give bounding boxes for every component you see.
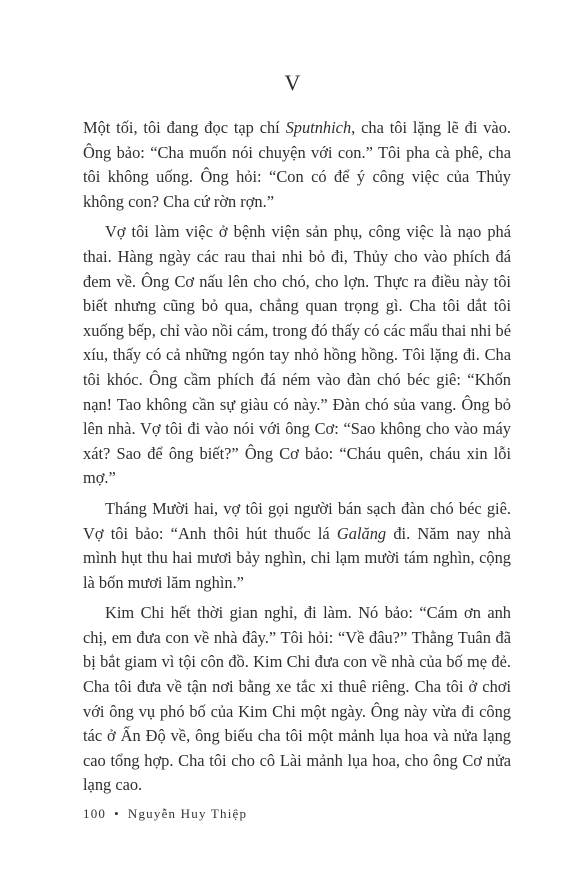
page-footer	[83, 806, 247, 822]
footer-separator: •	[114, 806, 120, 821]
magazine-title: Sputnhich	[285, 118, 352, 137]
chapter-body	[83, 116, 511, 804]
paragraph-1	[83, 116, 511, 214]
text-run: Một tối, tôi đang đọc tạp chí	[83, 118, 286, 137]
paragraph-4	[83, 601, 511, 798]
text-run: , cha tôi lặng lẽ đi vào. Ông bảo: “Cha muốn nói chuyện với con.” Tôi pha cà phê, cha tôi không uống. Ông hỏi: “Con có để ý công việc của Thủy không con? Cha cứ rờn rợn.”	[83, 118, 511, 211]
text-run: Vợ tôi làm việc ở bệnh viện sản phụ, công việc là nạo phá thai. Hàng ngày các rau thai nhi bỏ đi, Thủy cho vào phích đá đem về. Ông Cơ nấu lên cho chó, cho lợn. Thực ra điều này tôi biết nhưng cũng bỏ qua, chẳng quan trọng gì. Cha tôi dắt tôi xuống bếp, chỉ vào nồi cám, trong đó thấy có các mẩu thai nhi bé xíu, thấy có cả những ngón tay nhỏ hồng hồng. Tôi lặng đi. Cha tôi khóc. Ông cầm phích đá ném vào đàn chó béc giê: “Khốn nạn! Tao không cần sự giàu có này.” Đàn chó sủa vang. Ông bỏ lên nhà. Vợ tôi đi vào nói với ông Cơ: “Sao không cho vào máy xát? Sao để ông biết?” Ông Cơ bảo: “Cháu quên, cháu xin lỗi mợ.”	[83, 222, 511, 488]
text-run: Tháng Mười hai, vợ tôi gọi người bán sạch đàn chó béc giê. Vợ tôi bảo: “Anh thôi hút thuốc lá	[83, 498, 511, 543]
text-run: Kim Chi hết thời gian nghỉ, đi làm. Nó bảo: “Cám ơn anh chị, em đưa con về nhà đây.” Tôi hỏi: “Về đâu?” Thằng Tuân đã bị bắt giam vì tội côn đồ. Kim Chi đưa con về nhà của bố mẹ đẻ. Cha tôi đưa về tận nơi bằng xe tắc xi thuê riêng. Cha tôi ở chơi với ông vụ phó bố của Kim Chi một ngày. Ông này vừa đi công tác ở Ấn Độ về, ông biếu cha tôi một mảnh lụa hoa và nửa lạng cao tổng hợp. Cha tôi cho cô Lài mảnh lụa hoa, cho ông Cơ nửa lạng cao.	[83, 603, 511, 795]
cigarette-brand: Galăng	[336, 523, 387, 543]
author-name: Nguyễn Huy Thiệp	[127, 806, 248, 821]
text-run: đi. Năm nay nhà mình hụt thu hai mươi bảy nghìn, chi lạm mười tám nghìn, cộng là bốn mươi lăm nghìn.”	[83, 523, 511, 592]
paragraph-3	[83, 497, 511, 595]
chapter-title: V	[284, 70, 302, 95]
paragraph-2	[83, 220, 511, 491]
page-number: 100	[83, 806, 107, 821]
